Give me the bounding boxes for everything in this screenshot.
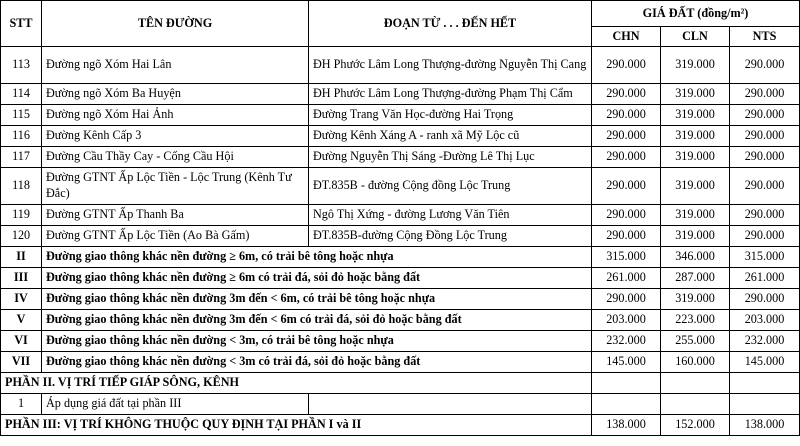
header-chn: CHN xyxy=(592,27,661,47)
group-chn: 232.000 xyxy=(592,331,661,352)
table-row xyxy=(1,47,800,84)
group-number: VII xyxy=(1,352,42,373)
header-stt: STT xyxy=(1,1,42,47)
group-cln: 160.000 xyxy=(661,352,730,373)
group-nts: 315.000 xyxy=(730,247,800,268)
group-nts: 203.000 xyxy=(730,310,800,331)
row-cln: 319.000 xyxy=(661,84,730,105)
group-row xyxy=(1,247,800,268)
row-segment: ĐH Phước Lâm Long Thượng-đường Phạm Thị Cẩm xyxy=(309,84,592,105)
header-row-top xyxy=(1,1,800,27)
row-nts: 290.000 xyxy=(730,47,800,84)
group-number: IV xyxy=(1,289,42,310)
header-cln: CLN xyxy=(661,27,730,47)
part2-item-nts-empty xyxy=(730,394,800,415)
group-nts: 232.000 xyxy=(730,331,800,352)
part3-title: PHẦN III: VỊ TRÍ KHÔNG THUỘC QUY ĐỊNH TẠI PHẦN I và II xyxy=(1,415,592,436)
row-nts: 290.000 xyxy=(730,226,800,247)
row-segment: Ngô Thị Xứng - đường Lương Văn Tiên xyxy=(309,205,592,226)
part2-chn-empty xyxy=(592,373,661,394)
row-cln: 319.000 xyxy=(661,105,730,126)
part2-cln-empty xyxy=(661,373,730,394)
row-stt: 113 xyxy=(1,47,42,84)
group-description: Đường giao thông khác nền đường 3m đến < 6m có trải đá, sỏi đỏ hoặc bằng đất xyxy=(42,310,592,331)
part2-item-text: Áp dụng giá đất tại phần III xyxy=(42,394,309,415)
row-road-name: Đường GTNT Ấp Lộc Tiền - Lộc Trung (Kênh Tư Đắc) xyxy=(42,168,309,205)
row-road-name: Đường GTNT Ấp Lộc Tiền (Ao Bà Gấm) xyxy=(42,226,309,247)
part3-cln: 152.000 xyxy=(661,415,730,436)
group-chn: 203.000 xyxy=(592,310,661,331)
row-nts: 290.000 xyxy=(730,205,800,226)
row-chn: 290.000 xyxy=(592,147,661,168)
group-description: Đường giao thông khác nền đường < 3m có trải đá, sỏi đỏ hoặc bằng đất xyxy=(42,352,592,373)
table-row xyxy=(1,105,800,126)
row-stt: 117 xyxy=(1,147,42,168)
row-nts: 290.000 xyxy=(730,168,800,205)
part2-item-cln-empty xyxy=(661,394,730,415)
header-road-name: TÊN ĐƯỜNG xyxy=(42,1,309,47)
part2-nts-empty xyxy=(730,373,800,394)
group-nts: 290.000 xyxy=(730,289,800,310)
group-row xyxy=(1,289,800,310)
row-segment: Đường Trang Văn Học-đường Hai Trọng xyxy=(309,105,592,126)
group-cln: 255.000 xyxy=(661,331,730,352)
group-nts: 145.000 xyxy=(730,352,800,373)
row-road-name: Đường Kênh Cấp 3 xyxy=(42,126,309,147)
group-row xyxy=(1,310,800,331)
group-number: III xyxy=(1,268,42,289)
row-chn: 290.000 xyxy=(592,126,661,147)
table-row xyxy=(1,226,800,247)
header-segment: ĐOẠN TỪ . . . ĐẾN HẾT xyxy=(309,1,592,47)
row-stt: 118 xyxy=(1,168,42,205)
part2-title: PHẦN II. VỊ TRÍ TIẾP GIÁP SÔNG, KÊNH xyxy=(1,373,592,394)
row-road-name: Đường Cầu Thầy Cay - Cống Cầu Hội xyxy=(42,147,309,168)
row-stt: 116 xyxy=(1,126,42,147)
group-chn: 315.000 xyxy=(592,247,661,268)
row-nts: 290.000 xyxy=(730,105,800,126)
part2-title-row xyxy=(1,373,800,394)
row-cln: 319.000 xyxy=(661,147,730,168)
table-row xyxy=(1,84,800,105)
row-segment: ĐT.835B-đường Cộng Đồng Lộc Trung xyxy=(309,226,592,247)
group-cln: 319.000 xyxy=(661,289,730,310)
table-row xyxy=(1,126,800,147)
row-stt: 115 xyxy=(1,105,42,126)
group-row xyxy=(1,352,800,373)
table-row xyxy=(1,168,800,205)
group-number: VI xyxy=(1,331,42,352)
group-number: II xyxy=(1,247,42,268)
group-description: Đường giao thông khác nền đường 3m đến < 6m, có trải bê tông hoặc nhựa xyxy=(42,289,592,310)
part2-item-number: 1 xyxy=(1,394,42,415)
row-cln: 319.000 xyxy=(661,205,730,226)
part2-item-chn-empty xyxy=(592,394,661,415)
part2-item-segment-empty xyxy=(309,394,592,415)
row-nts: 290.000 xyxy=(730,84,800,105)
group-chn: 290.000 xyxy=(592,289,661,310)
group-cln: 287.000 xyxy=(661,268,730,289)
group-description: Đường giao thông khác nền đường < 3m, có trải bê tông hoặc nhựa xyxy=(42,331,592,352)
row-segment: Đường Nguyễn Thị Sáng -Đường Lê Thị Lục xyxy=(309,147,592,168)
table-row xyxy=(1,205,800,226)
header-nts: NTS xyxy=(730,27,800,47)
row-nts: 290.000 xyxy=(730,147,800,168)
row-chn: 290.000 xyxy=(592,168,661,205)
group-description: Đường giao thông khác nền đường ≥ 6m có trải đá, sỏi đỏ hoặc bằng đất xyxy=(42,268,592,289)
row-stt: 114 xyxy=(1,84,42,105)
group-cln: 346.000 xyxy=(661,247,730,268)
row-cln: 319.000 xyxy=(661,47,730,84)
group-chn: 145.000 xyxy=(592,352,661,373)
part3-chn: 138.000 xyxy=(592,415,661,436)
row-stt: 119 xyxy=(1,205,42,226)
row-chn: 290.000 xyxy=(592,105,661,126)
group-chn: 261.000 xyxy=(592,268,661,289)
row-chn: 290.000 xyxy=(592,205,661,226)
table-row xyxy=(1,147,800,168)
row-road-name: Đường ngõ Xóm Hai Lân xyxy=(42,47,309,84)
row-cln: 319.000 xyxy=(661,126,730,147)
row-chn: 290.000 xyxy=(592,84,661,105)
row-chn: 290.000 xyxy=(592,47,661,84)
row-stt: 120 xyxy=(1,226,42,247)
group-description: Đường giao thông khác nền đường ≥ 6m, có trải bê tông hoặc nhựa xyxy=(42,247,592,268)
header-price-group: GIÁ ĐẤT (đồng/m²) xyxy=(592,1,800,27)
part3-row xyxy=(1,415,800,436)
group-row xyxy=(1,268,800,289)
row-segment: ĐT.835B - đường Cộng đồng Lộc Trung xyxy=(309,168,592,205)
group-row xyxy=(1,331,800,352)
row-road-name: Đường GTNT Ấp Thanh Ba xyxy=(42,205,309,226)
part3-nts: 138.000 xyxy=(730,415,800,436)
part2-item-row xyxy=(1,394,800,415)
group-nts: 261.000 xyxy=(730,268,800,289)
group-number: V xyxy=(1,310,42,331)
row-nts: 290.000 xyxy=(730,126,800,147)
row-segment: ĐH Phước Lâm Long Thượng-đường Nguyễn Thị Cang xyxy=(309,47,592,84)
row-cln: 319.000 xyxy=(661,226,730,247)
row-chn: 290.000 xyxy=(592,226,661,247)
row-segment: Đường Kênh Xáng A - ranh xã Mỹ Lộc cũ xyxy=(309,126,592,147)
group-cln: 223.000 xyxy=(661,310,730,331)
row-road-name: Đường ngõ Xóm Hai Ảnh xyxy=(42,105,309,126)
row-cln: 319.000 xyxy=(661,168,730,205)
row-road-name: Đường ngõ Xóm Ba Huyện xyxy=(42,84,309,105)
